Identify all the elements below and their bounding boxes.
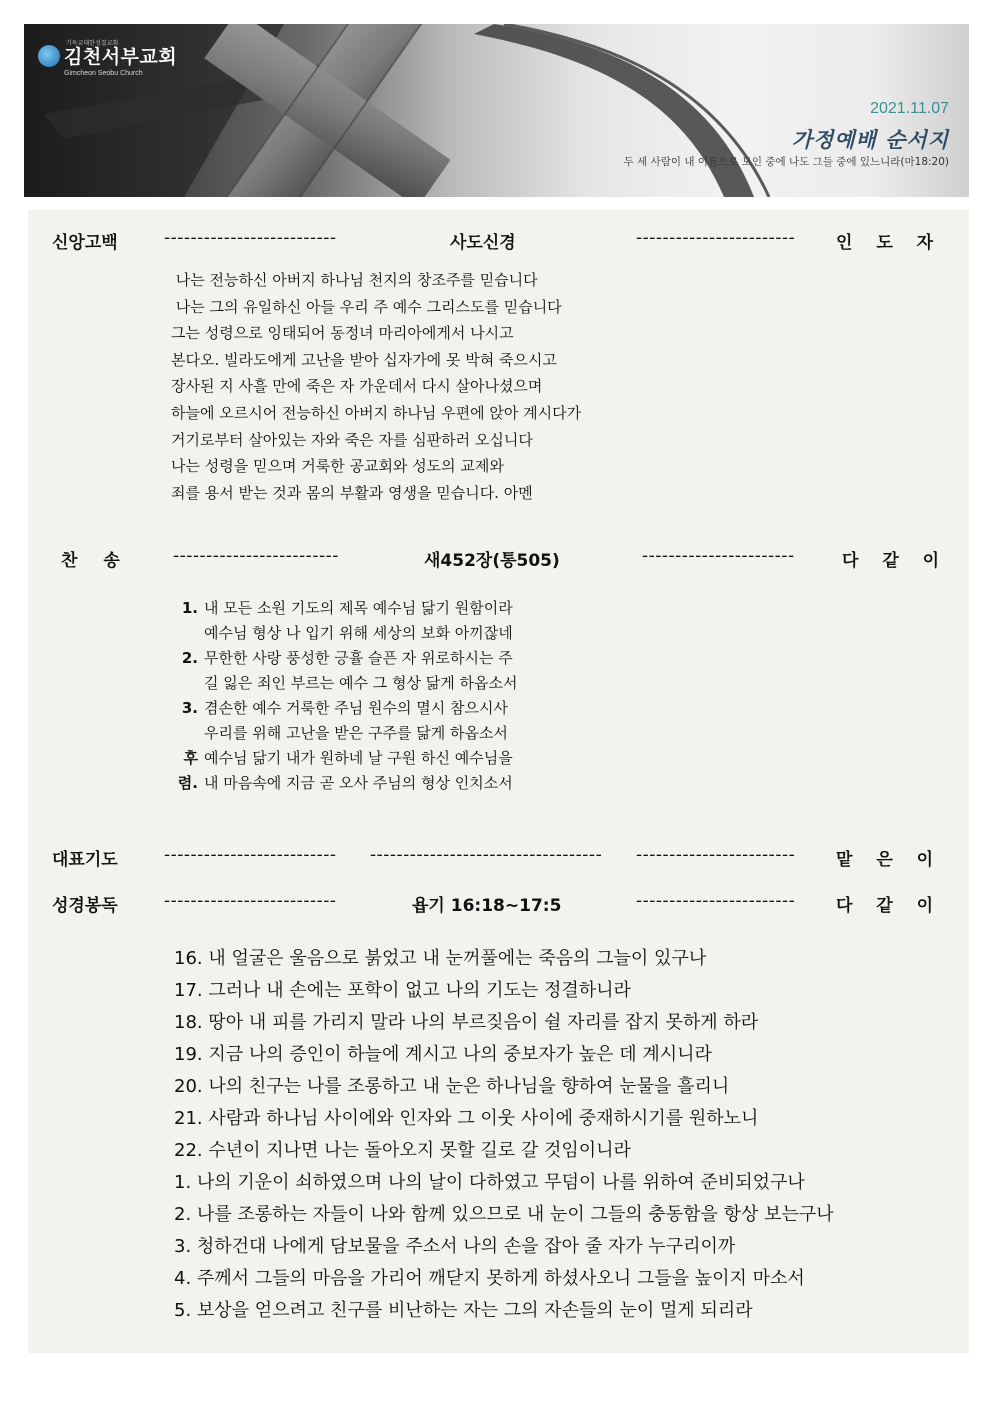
reading-dash-left: -------------------------- [164, 891, 337, 911]
church-tagline: 기독교대한성결교회 [66, 40, 119, 47]
scripture-verse: 17. 그러나 내 손에는 포학이 없고 나의 기도는 정결하니라 [174, 980, 631, 1001]
scripture-verse: 19. 지금 나의 증인이 하늘에 계시고 나의 중보자가 높은 데 계시니라 [174, 1044, 712, 1065]
hymn-line-text: 내 모든 소원 기도의 제목 예수님 닮기 원함이라 [204, 599, 513, 617]
creed-line: 하늘에 오르시어 전능하신 아버지 하나님 우편에 앉아 계시다가 [171, 403, 582, 422]
hymn-line [164, 671, 517, 696]
scripture-text [174, 943, 834, 1327]
creed-line: 그는 성령으로 잉태되어 동정녀 마리아에게서 나시고 [171, 324, 514, 343]
header-banner [24, 24, 969, 197]
reading-title: 욥기 16:18~17:5 [412, 896, 562, 916]
hymn-title: 새452장(통505) [424, 551, 560, 571]
hymn-line-text: 우리를 위해 고난을 받은 구주를 닮게 하옵소서 [204, 724, 508, 742]
reading-row [28, 891, 969, 919]
scripture-verse: 18. 땅아 내 피를 가리지 말라 나의 부르짖음이 쉴 자리를 잡지 못하게 하라 [174, 1012, 759, 1033]
scripture-verse: 21. 사람과 하나님 사이에와 인자와 그 이웃 사이에 중재하시기를 원하노니 [174, 1108, 759, 1129]
scripture-verse: 2. 나를 조롱하는 자들이 나와 함께 있으므로 내 눈이 그들의 충동함을 항상 보는구나 [174, 1204, 834, 1225]
order-of-worship [28, 210, 969, 1353]
hymn-line-text: 예수님 형상 나 입기 위해 세상의 보화 아끼잖네 [204, 624, 513, 642]
creed-row [28, 228, 969, 256]
hymn-leader: 다 같 이 [842, 551, 940, 571]
scripture-verse: 22. 수년이 지나면 나는 돌아오지 못할 길로 갈 것임이니라 [174, 1140, 631, 1161]
creed-line: 거기로부터 살아있는 자와 죽은 자를 심판하러 오십니다 [171, 430, 533, 449]
hymn-line [164, 696, 517, 721]
prayer-row [28, 845, 969, 873]
creed-dash-right: ------------------------ [636, 228, 796, 248]
hymn-line-text: 내 마음속에 지금 곧 오사 주님의 형상 인치소서 [204, 774, 513, 792]
hymn-dash-right: ----------------------- [642, 546, 795, 566]
hymn-line-text: 겸손한 예수 거룩한 주님 원수의 멸시 참으시사 [204, 699, 508, 717]
creed-line: 본다오. 빌라도에게 고난을 받아 십자가에 못 박혀 죽으시고 [171, 350, 557, 369]
prayer-dash-left: -------------------------- [164, 845, 337, 865]
hymn-line-text: 예수님 닮기 내가 원하네 날 구원 하신 예수님을 [204, 749, 513, 767]
creed-line: 나는 전능하신 아버지 하나님 천지의 창조주를 믿습니다 [171, 271, 538, 289]
worship-date: 2021.11.07 [870, 100, 949, 117]
hymn-line [164, 621, 517, 646]
hymn-line [164, 721, 517, 746]
creed-text [171, 267, 581, 506]
globe-icon [38, 45, 60, 67]
scripture-verse: 5. 보상을 얻으려고 친구를 비난하는 자는 그의 자손들의 눈이 멀게 되리라 [174, 1300, 753, 1321]
reading-dash-right: ------------------------ [636, 891, 796, 911]
scripture-verse: 1. 나의 기운이 쇠하였으며 나의 날이 다하였고 무덤이 나를 위하여 준비되었구나 [174, 1172, 805, 1193]
scripture-verse: 16. 내 얼굴은 울음으로 붉었고 내 눈꺼풀에는 죽음의 그늘이 있구나 [174, 948, 707, 969]
creed-line: 죄를 용서 받는 것과 몸의 부활과 영생을 믿습니다. 아멘 [171, 483, 533, 502]
hymn-line [164, 771, 517, 796]
creed-line: 나는 그의 유일하신 아들 우리 주 예수 그리스도를 믿습니다 [171, 297, 562, 316]
hymn-line-text: 길 잃은 죄인 부르는 예수 그 형상 닮게 하옵소서 [204, 674, 518, 692]
reading-label: 성경봉독 [52, 896, 118, 916]
hymn-text [164, 596, 517, 796]
scripture-verse: 20. 나의 친구는 나를 조롱하고 내 눈은 하나님을 향하여 눈물을 흘리니 [174, 1076, 730, 1097]
hymn-row [28, 546, 969, 574]
creed-title: 사도신경 [450, 233, 516, 253]
scripture-verse: 3. 청하건대 나에게 담보물을 주소서 나의 손을 잡아 줄 자가 누구리이까 [174, 1236, 736, 1257]
reading-leader: 다 같 이 [836, 896, 934, 916]
creed-leader: 인 도 자 [836, 233, 934, 253]
hymn-line [164, 646, 517, 671]
creed-line: 장사된 지 사흘 만에 죽은 자 가운데서 다시 살아나셨으며 [171, 377, 543, 396]
creed-dash-left: -------------------------- [164, 228, 337, 248]
scripture-verse: 4. 주께서 그들의 마음을 가리어 깨닫지 못하게 하셨사오니 그들을 높이지 마소서 [174, 1268, 805, 1289]
hymn-line-text: 무한한 사랑 풍성한 긍휼 슬픈 자 위로하시는 주 [204, 649, 513, 667]
hymn-dash-left: ------------------------- [173, 546, 339, 566]
header-verse: 두 세 사람이 내 이름으로 모인 중에 나도 그들 중에 있느니라(마18:20) [623, 156, 949, 168]
hymn-verse-number: 1. [181, 599, 198, 617]
prayer-leader: 맡 은 이 [836, 850, 934, 870]
creed-line: 나는 성령을 믿으며 거룩한 공교회와 성도의 교제와 [171, 457, 504, 476]
prayer-label: 대표기도 [52, 850, 118, 870]
hymn-verse-number: 2. [181, 649, 198, 667]
prayer-title: ----------------------------------- [370, 845, 603, 865]
hymn-verse-number: 3. [181, 699, 198, 717]
church-name: 김천서부교회 [64, 46, 178, 68]
page-title: 가정예배 순서지 [791, 127, 949, 152]
creed-label: 신앙고백 [52, 233, 118, 253]
hymn-line [164, 596, 517, 621]
church-english-name: Gimcheon Seobu Church [64, 70, 143, 77]
hymn-label: 찬 송 [61, 551, 120, 571]
prayer-dash-right: ------------------------ [636, 845, 796, 865]
hymn-verse-number: 후렴. [177, 749, 198, 792]
